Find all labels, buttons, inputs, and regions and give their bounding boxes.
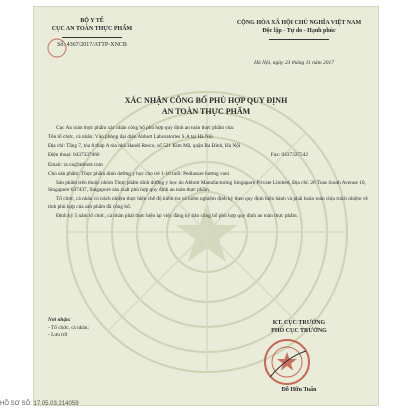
signature-role-2: PHÓ CỤC TRƯỞNG	[271, 328, 327, 334]
national-motto: Độc lập - Tự do - Hạnh phúc	[262, 28, 336, 34]
department-name: CỤC AN TOÀN THỰC PHẨM	[51, 26, 133, 32]
body-fax: Fax: 0437337542	[270, 152, 308, 158]
signature-block	[244, 319, 354, 335]
recipient-item: - Lưu trữ	[48, 332, 68, 338]
issue-date: Hà Nội, ngày 23 tháng 11 năm 2017	[254, 60, 334, 66]
recipients	[48, 317, 89, 340]
body-phone: Điện thoại: 0437337466	[48, 152, 100, 158]
recipient-item: - Tổ chức, cá nhân;	[48, 324, 89, 331]
header-left-divider	[62, 37, 122, 38]
body-address: Địa chỉ: Tầng 7, tòa 8 tháp A tòa nhà Handi Resco, số 521 Kim Mã, quận Ba Đình, Hà Nội	[48, 143, 241, 149]
title-line-2: AN TOÀN THỰC PHẨM	[161, 107, 251, 116]
header-right-divider	[269, 39, 329, 40]
body-email: Email: ra.vn@abbott.com	[48, 161, 103, 168]
red-seal-icon	[262, 337, 312, 387]
signature-role-1: KT. CỤC TRƯỞNG	[272, 320, 326, 326]
header-right	[224, 19, 374, 43]
document-body	[48, 125, 368, 222]
signer-name: Đỗ Hữu Tuấn	[281, 387, 317, 393]
body-manufacturer: Sản phẩm trên thuộc nhóm Thực phẩm dinh dưỡng y học do Abbott Manufacturing Singapore Private Limited, Địa chỉ: 26 Tuas South Avenue 10, Singapore 637437, Singapore sản xuất phù hợp quy định an toàn thực phẩm.	[48, 179, 366, 193]
body-org: Tên tổ chức, cá nhân: Văn phòng đại diện Abbott Laboratories S.A tại Hà Nội	[48, 134, 213, 140]
document-title	[34, 95, 378, 117]
body-validity: Định kỳ 5 năm tổ chức, cá nhân phải thực hiện lại việc đăng ký bản công bố phù hợp quy định an toàn thực phẩm.	[56, 212, 298, 219]
nation-name: CỘNG HÒA XÃ HỘI CHỦ NGHĨA VIỆT NAM	[236, 20, 362, 26]
recipients-label: Nơi nhận:	[48, 317, 71, 323]
ministry-name: BỘ Y TẾ	[80, 18, 104, 24]
certificate-document	[33, 6, 379, 406]
seal-icon	[46, 37, 68, 59]
body-product: Cho sản phẩm: Thực phẩm dinh dưỡng y học cho trẻ 1-10 tuổi: Pediasure hương vani	[48, 170, 230, 177]
title-line-1: XÁC NHẬN CÔNG BỐ PHÙ HỢP QUY ĐỊNH	[124, 96, 288, 105]
contact-row	[48, 152, 368, 160]
document-number: Số: 4367/2017/ATTP-XNCB	[57, 42, 127, 48]
dossier-number: HỒ SƠ SỐ: 17.05.03.214059	[0, 401, 79, 407]
body-intro: Cục An toàn thực phẩm xác nhận công bố phù hợp quy định an toàn thực phẩm của:	[56, 125, 235, 131]
body-responsibility: Tổ chức, cá nhân có trách nhiệm thực hiện chế độ kiểm tra và kiểm nghiệm định kỳ theo quy định hiện hành và phải hoàn toàn chịu trách nhiệm về tính phù hợp của sản phẩm đã công bố.	[48, 196, 368, 210]
